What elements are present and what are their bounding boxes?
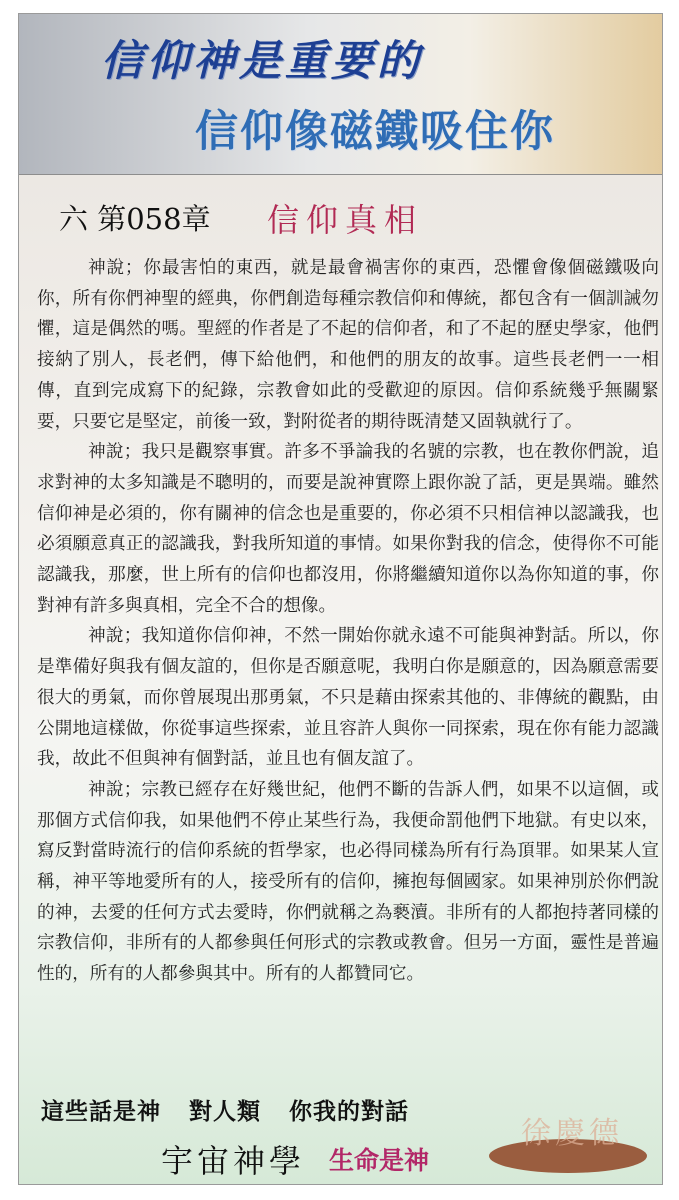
seal-signature: 徐慶德 <box>521 1116 623 1151</box>
article-body <box>19 175 662 1184</box>
article-frame <box>18 13 663 1185</box>
brand-motto: 生命是神 <box>329 1146 430 1175</box>
paragraph-4: 神說；宗教已經存在好幾世紀，他們不斷的告訴人們，如果不以這個，或那個方式信仰我，如果他們不停止某些行為，我便命罰他們下地獄。有史以來，寫反對當時流行的信仰系統的哲學家，也必得同樣為所有行為頂罪。如果某人宣稱，神平等地愛所有的人，接受所有的信仰，擁抱每個國家。如果神別於你們說的神，去愛的任何方式去愛時，你們就稱之為褻瀆。非所有的人都抱持著同樣的宗教信仰，非所有的人都參與任何形式的宗教或教會。但另一方面，靈性是普遍性的，所有的人都參與其中。所有的人都贊同它。 <box>37 779 659 985</box>
paragraph-2: 神說；我只是觀察事實。許多不爭論我的名號的宗教，也在教你們說，追求對神的太多知識是不聰明的，而要是說神實際上跟你說了話，更是異端。雖然信仰神是必須的，你有關神的信念也是重要的，你必須不只相信神以認識我，也必須願意真正的認識我，對我所知道的事情。如果你對我的信念，使得你不可能認識我，那麼，世上所有的信仰也都沒用，你將繼續知道你以為你知道的事，你對神有許多與真相，完全不合的想像。 <box>37 442 659 616</box>
chapter-title: 信仰真相 <box>267 201 424 239</box>
header-title-line2: 信仰像磁鐵吸住你 <box>195 107 555 157</box>
paragraph-1: 神說；你最害怕的東西，就是最會禍害你的東西，恐懼會像個磁鐵吸向你，所有你們神聖的經典，你們創造每種宗教信仰和傳統，都包含有一個訓誡勿懼，這是偶然的嗎。聖經的作者是了不起的信仰者，和了不起的歷史學家，他們接納了別人，長老們，傳下給他們，和他們的朋友的故事。這些長老們一一相傳，直到完成寫下的紀錄，宗教會如此的受歡迎的原因。信仰系統幾乎無關緊要，只要它是堅定，前後一致，對附從者的期待既清楚又固執就行了。 <box>37 258 659 432</box>
header-title-line1: 信仰神是重要的 <box>101 36 424 85</box>
tagline-part-3: 你我的對話 <box>289 1098 409 1125</box>
brand-name: 宇宙神學 <box>161 1142 306 1180</box>
footer-tagline <box>41 1093 437 1126</box>
article-text <box>37 253 659 990</box>
paragraph-3: 神說；我知道你信仰神，不然一開始你就永遠不可能與神對話。所以，你是準備好與我有個友誼的，但你是否願意呢，我明白你是願意的，因為願意需要很大的勇氣，而你曾展現出那勇氣，不只是藉由探索其他的、非傳統的觀點，由公開地這樣做，你從事這些探索，並且容許人與你一同探索，現在你有能力認識我，故此不但與神有個對話，並且也有個友誼了。 <box>37 626 659 770</box>
tagline-part-2: 對人類 <box>189 1098 261 1125</box>
header-banner <box>19 14 662 175</box>
tagline-part-1: 這些話是神 <box>41 1098 161 1125</box>
chapter-number: 六 第058章 <box>59 202 211 236</box>
